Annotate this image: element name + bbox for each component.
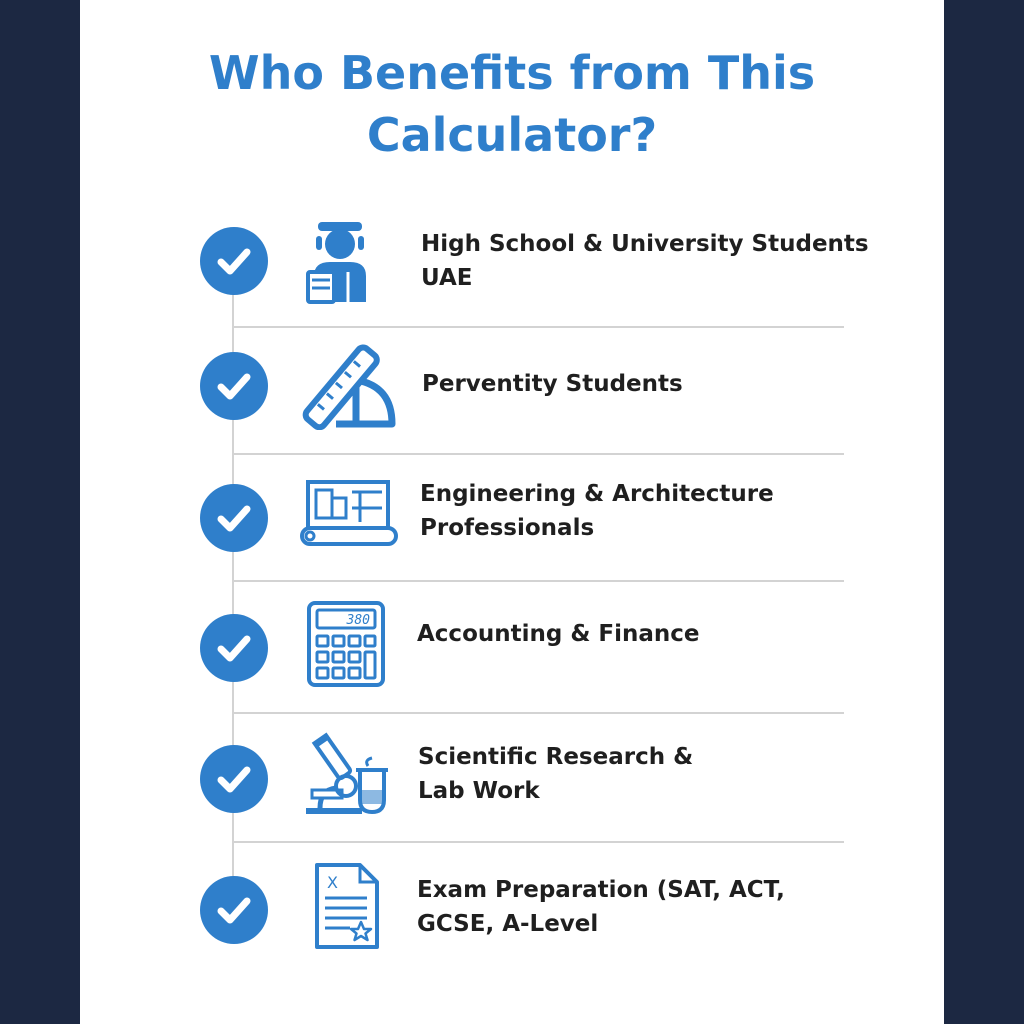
check-icon <box>200 745 268 813</box>
exam-mark: X <box>327 873 338 892</box>
list-item-label: Scientific Research & Lab Work <box>418 744 694 804</box>
calculator-icon <box>306 600 386 693</box>
exam-paper-icon <box>314 862 380 955</box>
list-item-label: Engineering & Architecture Professionals <box>420 481 774 541</box>
row-divider <box>234 580 844 582</box>
page-title-line-1: Who Benefits from This <box>208 46 816 100</box>
check-icon <box>200 227 268 295</box>
row-divider <box>234 453 844 455</box>
row-divider <box>234 326 844 328</box>
page-title-line-2: Calculator? <box>366 108 658 162</box>
list-item-label: Accounting & Finance <box>417 621 700 647</box>
check-icon <box>200 484 268 552</box>
list-item-label: Exam Preparation (SAT, ACT, GCSE, A-Level <box>417 877 785 937</box>
row-divider <box>234 712 844 714</box>
calculator-display: 380 <box>346 613 370 628</box>
list-item-label: Perventity Students <box>422 371 683 397</box>
page-title <box>80 42 944 166</box>
check-icon <box>200 876 268 944</box>
ruler-protractor-icon <box>300 340 396 435</box>
blueprint-icon <box>298 478 398 555</box>
row-divider <box>234 841 844 843</box>
microscope-icon <box>302 730 394 823</box>
check-icon <box>200 352 268 420</box>
content-panel <box>80 0 944 1024</box>
check-icon <box>200 614 268 682</box>
student-icon <box>302 218 378 311</box>
list-item-label: High School & University Students UAE <box>421 231 869 291</box>
